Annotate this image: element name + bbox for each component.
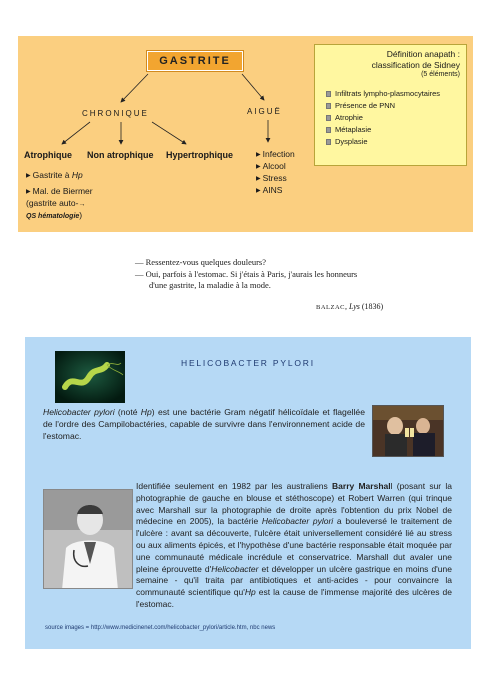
helicobacter-title: HELICOBACTER PYLORI (181, 358, 315, 368)
helicobacter-panel (25, 337, 471, 649)
bullet-triangle-icon: ▶ (256, 164, 261, 170)
sidney-definition-box (314, 44, 467, 166)
list-item-continuation: QS hématologie) (26, 210, 83, 220)
definition-title-line2: classification de Sidney (371, 60, 460, 70)
bullet-triangle-icon: ▶ (26, 189, 31, 195)
image-source-note: source images = http://www.medicinenet.com/helicobacter_pylori/article.htm, nbc news (45, 625, 276, 631)
definition-title-line1: Définition anapath : (386, 49, 460, 59)
helicobacter-body: Identifiée seulement en 1982 par les australiens Barry Marshall (posant sur la photographie de gauche en blouse et stéthoscope) et Robert Warren (qui trinque avec Marshall sur la photographie de droite après l'obtention du prix Nobel de médecine en 2005), la bactérie Helicobacter pylori a bouleversé le traitement de l'ulcère : avant sa découverte, l'ulcère était universellement considéré lié au stress ou aux aliments épicés, et l'hypothèse d'une bactérie responsable était moquée par une communauté médicale incrédule et conservatrice. Marshall dut avaler une pleine éprouvette d'Helicobacter et développer un ulcère gastrique en moins d'une semaine - qu'il traita par antibiotiques et anti-acides - pour convaincre la communauté scientifique qu'Hp est la cause de l'immense majorité des ulcères de l'estomac. (136, 481, 453, 609)
bullet-icon (326, 115, 331, 121)
quote-attribution: BALZAC, Lys (1836) (316, 302, 384, 311)
list-item: ▶ AINS (256, 185, 283, 195)
marshall-warren-photo (372, 405, 444, 457)
list-item: ▶ Mal. de Biermer (26, 186, 93, 196)
list-item: ▶ Gastrite à Hp (26, 170, 83, 180)
bullet-icon (326, 91, 331, 97)
gastrite-classification-panel (18, 36, 473, 232)
quote-line: — Ressentez-vous quelques douleurs? (135, 257, 267, 267)
list-item: Atrophie (326, 112, 466, 124)
list-item: Métaplasie (326, 124, 466, 136)
bullet-triangle-icon: ▶ (256, 152, 261, 158)
atrophique-list (26, 170, 93, 222)
balzac-quote (135, 257, 357, 292)
quote-line: — Oui, parfois à l'estomac. Si j'étais à Paris, j'aurais les honneurs (135, 268, 358, 279)
helicobacter-intro: Helicobacter pylori (noté Hp) est une bactérie Gram négatif hélicoïdale et flagellée de l'ordre des Campilobactéries, capable de survivre dans l'environnement acide de l'estomac. (43, 407, 365, 441)
bullet-triangle-icon: ▶ (26, 173, 31, 179)
marshall-portrait-photo (43, 489, 133, 589)
bacterium-image (55, 351, 125, 403)
definition-subtitle: (5 éléments) (421, 71, 460, 78)
arrow-icon: → (78, 201, 86, 208)
bullet-triangle-icon: ▶ (256, 176, 261, 182)
aigue-label: AIGUË (247, 107, 282, 116)
list-item: ▶ Alcool (256, 161, 286, 171)
gastrite-title: GASTRITE (147, 51, 243, 71)
bullet-icon (326, 127, 331, 133)
subtype-hypertrophique: Hypertrophique (166, 150, 234, 160)
list-item: Infiltrats lympho-plasmocytaires (326, 88, 466, 100)
chronique-label: CHRONIQUE (82, 109, 149, 118)
list-item: ▶ Stress (256, 173, 287, 183)
bullet-icon (326, 103, 331, 109)
bullet-triangle-icon: ▶ (256, 188, 261, 194)
list-item-continuation: (gastrite auto-→ (26, 198, 86, 208)
quote-line: d'une gastrite, la maladie à la mode. (149, 280, 271, 290)
subtype-non-atrophique: Non atrophique (87, 150, 154, 160)
bullet-icon (326, 139, 331, 145)
aigue-list (256, 149, 295, 197)
list-item: Dysplasie (326, 136, 466, 148)
list-item: Présence de PNN (326, 100, 466, 112)
list-item: ▶ Infection (256, 149, 295, 159)
definition-list (315, 88, 466, 148)
subtype-atrophique: Atrophique (24, 150, 72, 160)
